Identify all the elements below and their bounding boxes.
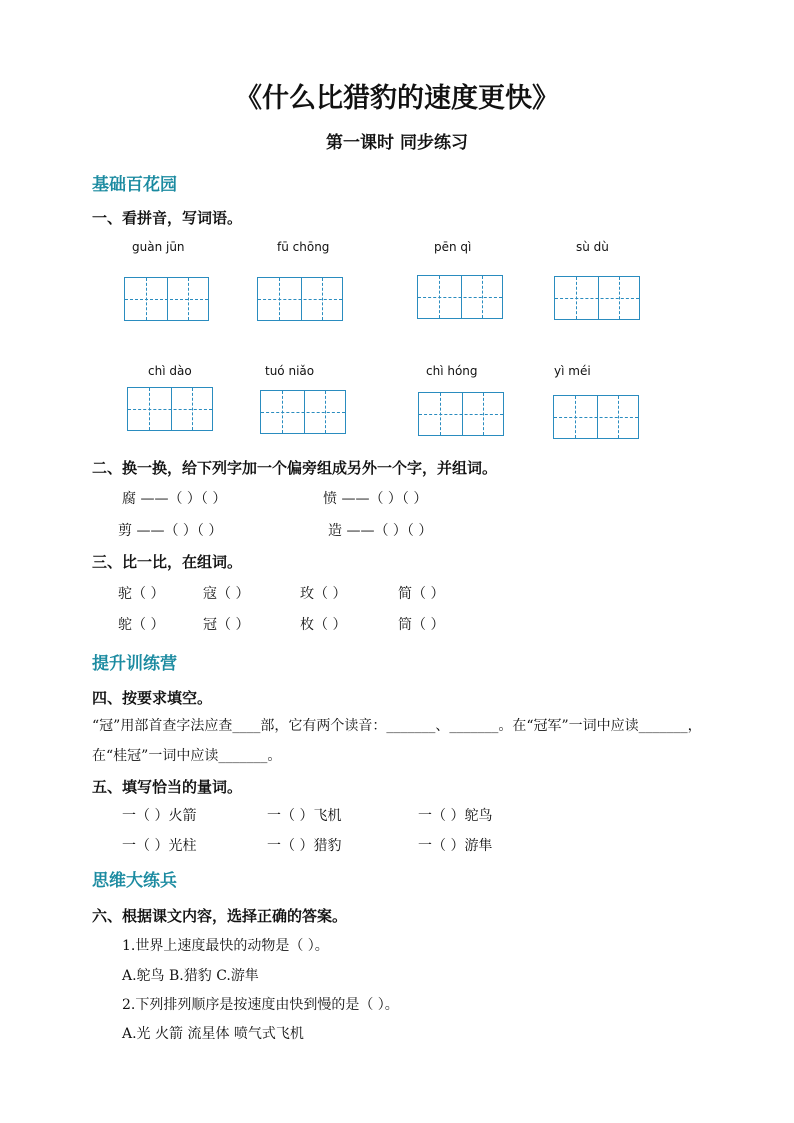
writing-grid[interactable] (260, 390, 346, 434)
page-title: 《什么比猎豹的速度更快》 (235, 83, 559, 114)
pinyin-label: guàn jūn (132, 240, 185, 254)
writing-grid[interactable] (553, 395, 639, 439)
section-heading-thinking: 思维大练兵 (92, 871, 177, 891)
writing-grid[interactable] (554, 276, 640, 320)
writing-grid[interactable] (124, 277, 209, 321)
page-subtitle: 第一课时 同步练习 (326, 133, 468, 153)
writing-grid[interactable] (417, 275, 503, 319)
exercise-item: 寇（ ） (203, 586, 250, 602)
pinyin-label: pēn qì (434, 240, 472, 254)
exercise-item: 简（ ） (398, 586, 445, 602)
exercise-item: 冠（ ） (203, 617, 250, 633)
exercise-item: 一（ ）鸵鸟 (418, 808, 493, 824)
exercise-item: 一（ ）飞机 (267, 808, 342, 824)
pinyin-label: chì hóng (426, 364, 478, 378)
exercise-item: 一（ ）猎豹 (267, 838, 342, 854)
question-item: 1.世界上速度最快的动物是（ ）。 (122, 938, 329, 954)
exercise-item: 筒（ ） (398, 617, 445, 633)
exercise-line: 造 ——（ ）（ ） (328, 523, 433, 539)
pinyin-label: sù dù (576, 240, 609, 254)
writing-grid[interactable] (127, 387, 213, 431)
writing-grid[interactable] (257, 277, 343, 321)
answer-options: A.光 火箭 流星体 喷气式飞机 (122, 1026, 304, 1042)
question-1-heading: 一、看拼音，写词语。 (92, 209, 243, 227)
pinyin-label: tuó niǎo (265, 364, 315, 378)
exercise-item: 一（ ）光柱 (122, 838, 197, 854)
pinyin-label: yì méi (554, 364, 591, 378)
exercise-line: 腐 ——（ ）（ ） (122, 491, 227, 507)
question-3-heading: 三、比一比，在组词。 (92, 553, 243, 571)
exercise-item: 一（ ）游隼 (418, 838, 493, 854)
pinyin-label: chì dào (148, 364, 192, 378)
pinyin-label: fū chōng (277, 240, 330, 254)
question-2-heading: 二、换一换，给下列字加一个偏旁组成另外一个字，并组词。 (92, 459, 498, 477)
exercise-item: 一（ ）火箭 (122, 808, 197, 824)
answer-options: A.鸵鸟 B.猎豹 C.游隼 (122, 968, 259, 984)
question-item: 2.下列排列顺序是按速度由快到慢的是（ ）。 (122, 997, 399, 1013)
question-5-heading: 五、填写恰当的量词。 (92, 778, 243, 796)
exercise-item: 鸵（ ） (118, 617, 165, 633)
exercise-item: 玫（ ） (300, 586, 347, 602)
question-6-heading: 六、根据课文内容，选择正确的答案。 (92, 907, 348, 925)
exercise-line: 剪 ——（ ）（ ） (118, 523, 223, 539)
fill-in-paragraph: “冠”用部首查字法应查____部，它有两个读音：_______、_______。在“冠军”一词中应读_______，在“桂冠”一词中应读_______。 (92, 718, 702, 764)
exercise-line: 愤 ——（ ）（ ） (323, 491, 428, 507)
question-4-heading: 四、按要求填空。 (92, 689, 213, 707)
section-heading-improve: 提升训练营 (92, 654, 177, 674)
exercise-item: 驼（ ） (118, 586, 165, 602)
section-heading-basics: 基础百花园 (92, 175, 177, 195)
exercise-item: 枚（ ） (300, 617, 347, 633)
writing-grid[interactable] (418, 392, 504, 436)
